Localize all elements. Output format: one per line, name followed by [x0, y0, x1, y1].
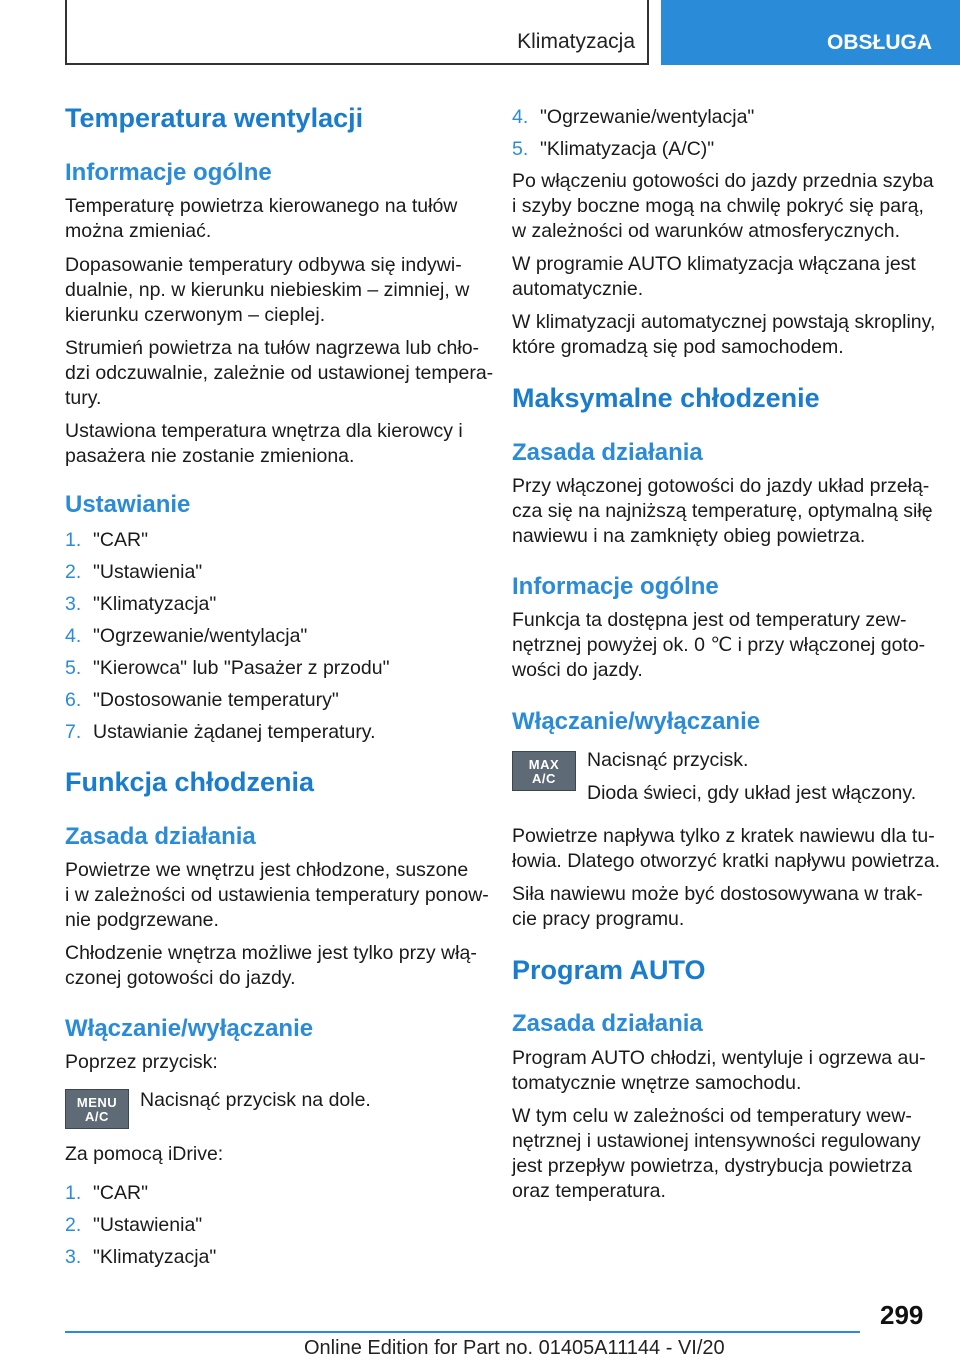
paragraph-line: nawiewu i na zamknięty obieg powietrza. — [512, 525, 866, 547]
menu-ac-button-icon: MENU A/C — [65, 1089, 129, 1129]
list-item: 6. "Dostosowanie temperatury" — [65, 689, 339, 711]
paragraph-line: Dopasowanie temperatury odbywa się indywi- — [65, 254, 462, 276]
paragraph-line: Powietrze napływa tylko z kratek nawiewu dla tu- — [512, 825, 935, 847]
paragraph-line: dzi odczuwalnie, zależnie od ustawionej tempera- — [65, 362, 494, 384]
list-item: 3. "Klimatyzacja" — [65, 1246, 217, 1268]
list-item: 1. "CAR" — [65, 529, 149, 551]
paragraph-line: Po włączeniu gotowości do jazdy przednia szyba — [512, 170, 934, 192]
paragraph-line: i szyby boczne mogą na chwilę pokryć się parą, — [512, 195, 924, 217]
paragraph-line: i w zależności od ustawienia temperatury ponow- — [65, 884, 489, 906]
heading-setting: Ustawianie — [65, 491, 191, 518]
paragraph-line: pasażera nie zostanie zmieniona. — [65, 445, 355, 467]
paragraph-line: Siła nawiewu może być dostosowywana w trak- — [512, 883, 923, 905]
paragraph-line: łowia. Dlatego otworzyć kratki napływu powietrza. — [512, 850, 941, 872]
paragraph-line: jest przepływ powietrza, dystrybucja powietrza — [512, 1155, 912, 1177]
list-item: 2. "Ustawienia" — [65, 1214, 203, 1236]
header-section-label: OBSŁUGA — [827, 31, 932, 54]
list-item: 5. "Klimatyzacja (A/C)" — [512, 138, 715, 160]
heading-principle: Zasada działania — [512, 1010, 703, 1037]
heading-general-info: Informacje ogólne — [65, 159, 272, 186]
paragraph-line: Funkcja ta dostępna jest od temperatury zew- — [512, 609, 907, 631]
header-section-tab — [661, 0, 960, 65]
via-idrive-label: Za pomocą iDrive: — [65, 1143, 224, 1165]
list-item: 3. "Klimatyzacja" — [65, 593, 217, 615]
paragraph-line: czonej gotowości do jazdy. — [65, 967, 296, 989]
paragraph-line: nie podgrzewane. — [65, 909, 219, 931]
heading-principle: Zasada działania — [512, 439, 703, 466]
paragraph-line: wości do jazdy. — [512, 659, 643, 681]
page-number: 299 — [880, 1300, 924, 1330]
paragraph-line: Przy włączonej gotowości do jazdy układ przełą- — [512, 475, 930, 497]
heading-principle: Zasada działania — [65, 823, 256, 850]
paragraph-line: Chłodzenie wnętrza możliwe jest tylko przy włą- — [65, 942, 477, 964]
paragraph-line: cie pracy programu. — [512, 908, 685, 930]
heading-general-info: Informacje ogólne — [512, 573, 719, 600]
section-title-max-cooling: Maksymalne chłodzenie — [512, 383, 820, 413]
led-status-text: Dioda świeci, gdy układ jest włączony. — [587, 782, 917, 804]
header-chapter-title: Klimatyzacja — [517, 30, 635, 53]
footer-edition: Online Edition for Part no. 01405A11144 - VI/20 — [304, 1337, 725, 1359]
paragraph-line: kierunku czerwonym – cieplej. — [65, 304, 326, 326]
paragraph-line: można zmieniać. — [65, 220, 212, 242]
paragraph-line: W programie AUTO klimatyzacja włączana jest — [512, 253, 916, 275]
paragraph-line: Strumień powietrza na tułów nagrzewa lub chło- — [65, 337, 480, 359]
paragraph-line: tomatycznie wnętrze samochodu. — [512, 1072, 802, 1094]
list-item: 4. "Ogrzewanie/wentylacja" — [65, 625, 308, 647]
paragraph-line: w zależności od warunków atmosferycznych. — [512, 220, 900, 242]
paragraph-line: Powietrze we wnętrzu jest chłodzone, suszone — [65, 859, 469, 881]
footer-divider — [65, 1331, 860, 1333]
via-button-label: Poprzez przycisk: — [65, 1051, 218, 1073]
paragraph-line: Ustawiona temperatura wnętrza dla kierowcy i — [65, 420, 463, 442]
press-button-text: Nacisnąć przycisk. — [587, 749, 749, 771]
paragraph-line: W tym celu w zależności od temperatury wew- — [512, 1105, 912, 1127]
paragraph-line: oraz temperatura. — [512, 1180, 666, 1202]
list-item: 2. "Ustawienia" — [65, 561, 203, 583]
max-ac-button-icon: MAX A/C — [512, 751, 576, 791]
paragraph-line: Temperaturę powietrza kierowanego na tułów — [65, 195, 458, 217]
paragraph-line: nętrznej i ustawionej intensywności regulowany — [512, 1130, 921, 1152]
heading-on-off: Włączanie/wyłączanie — [65, 1015, 314, 1042]
list-item: 4. "Ogrzewanie/wentylacja" — [512, 106, 755, 128]
list-item: 1. "CAR" — [65, 1182, 149, 1204]
paragraph-line: nętrznej powyżej ok. 0 ℃ i przy włączonej goto- — [512, 634, 926, 656]
paragraph-line: tury. — [65, 387, 102, 409]
section-title-ventilation-temp: Temperatura wentylacji — [65, 103, 364, 133]
header-chapter-box — [65, 0, 649, 65]
paragraph-line: Program AUTO chłodzi, wentyluje i ogrzewa au- — [512, 1047, 926, 1069]
paragraph-line: dualnie, np. w kierunku niebieskim – zimniej, w — [65, 279, 470, 301]
list-item: 7. Ustawianie żądanej temperatury. — [65, 721, 376, 743]
press-bottom-text: Nacisnąć przycisk na dole. — [140, 1089, 371, 1111]
section-title-cooling: Funkcja chłodzenia — [65, 767, 315, 797]
section-title-auto-program: Program AUTO — [512, 955, 706, 985]
paragraph-line: które gromadzą się pod samochodem. — [512, 336, 844, 358]
list-item: 5. "Kierowca" lub "Pasażer z przodu" — [65, 657, 390, 679]
paragraph-line: automatycznie. — [512, 278, 644, 300]
paragraph-line: cza się na najniższą temperaturę, optymalną siłę — [512, 500, 933, 522]
paragraph-line: W klimatyzacji automatycznej powstają skropliny, — [512, 311, 936, 333]
heading-on-off: Włączanie/wyłączanie — [512, 708, 761, 735]
